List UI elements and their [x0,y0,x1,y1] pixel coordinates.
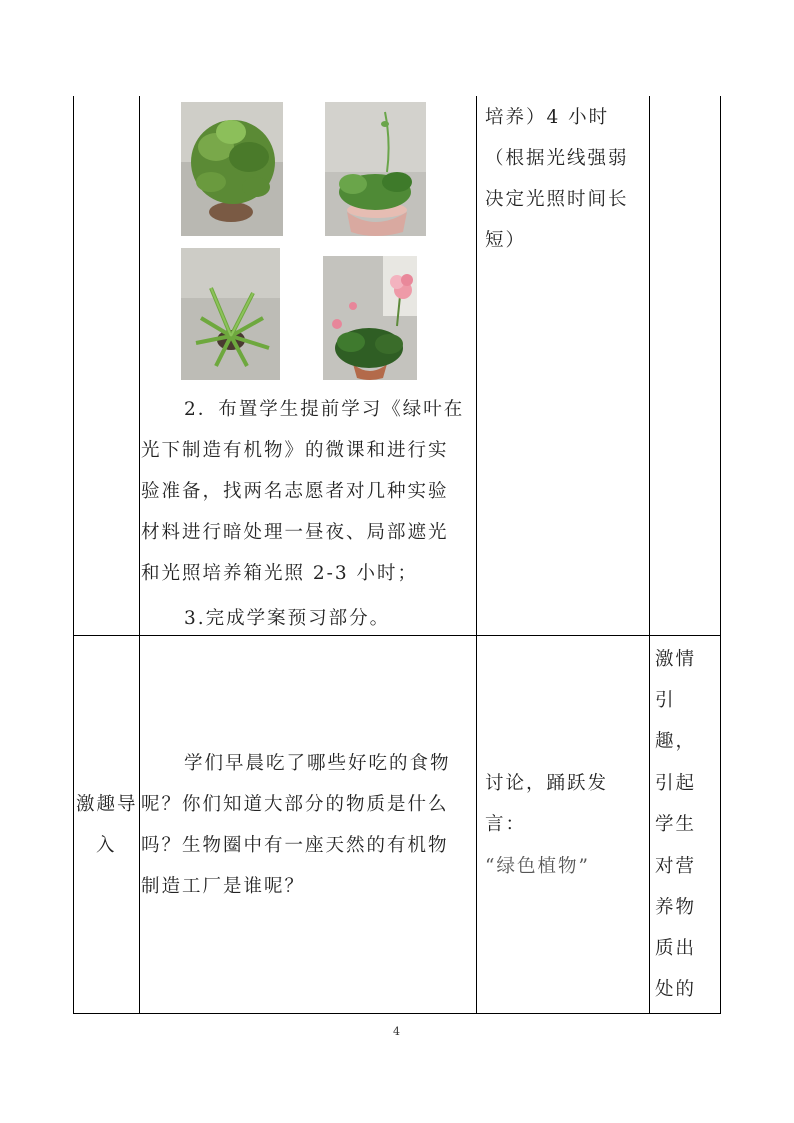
table-divider-content [476,96,477,1014]
purpose-line: 对营 [655,856,697,877]
table-divider-stage [139,96,140,1014]
table-border-left [73,96,74,1014]
student-activity-line: 决定光照时间长 [485,189,629,210]
plant-photo-sweet-potato [325,102,426,236]
plant-photo-fern [181,248,280,380]
content-line: 验准备，找两名志愿者对几种实验 [141,481,449,502]
table-border-bottom [73,1013,721,1014]
purpose-line: 学生 [655,814,697,835]
student-activity-line: 讨论，踊跃发 [485,773,609,794]
stage-label: 入 [96,835,117,856]
student-activity-line: 培养）4 小时 [485,107,610,128]
purpose-line: 趣， [655,731,697,752]
content-line: 和光照培养箱光照 2-3 小时； [141,563,419,584]
content-line: 吗？生物圈中有一座天然的有机物 [141,835,449,856]
content-line: 制造工厂是谁呢？ [141,876,306,897]
purpose-line: 激情 [655,649,697,670]
student-activity-line: 言： [485,814,527,835]
content-line: 光下制造有机物》的微课和进行实 [141,440,449,461]
purpose-line: 处的 [655,979,697,1000]
content-line: 学们早晨吃了哪些好吃的食物 [184,753,451,774]
student-activity-quote: “绿色植物” [485,856,590,877]
table-row-divider [73,635,721,636]
student-activity-line: （根据光线强弱 [485,148,629,169]
content-line: 材料进行暗处理一昼夜、局部遮光 [141,522,449,543]
content-line: 2．布置学生提前学习《绿叶在 [184,399,465,420]
content-line: 3.完成学案预习部分。 [184,608,391,629]
purpose-line: 质出 [655,938,697,959]
stage-label: 激趣导 [76,794,138,815]
plant-photo-mint [181,102,283,236]
purpose-line: 引起 [655,773,697,794]
plant-photo-geranium [323,256,417,380]
purpose-line: 养物 [655,897,697,918]
purpose-line: 引 [655,690,676,711]
table-divider-student [649,96,650,1014]
student-activity-line: 短） [485,230,527,251]
content-line: 呢？你们知道大部分的物质是什么 [141,794,449,815]
table-border-right [720,96,721,1014]
page-number: 4 [393,1025,400,1038]
